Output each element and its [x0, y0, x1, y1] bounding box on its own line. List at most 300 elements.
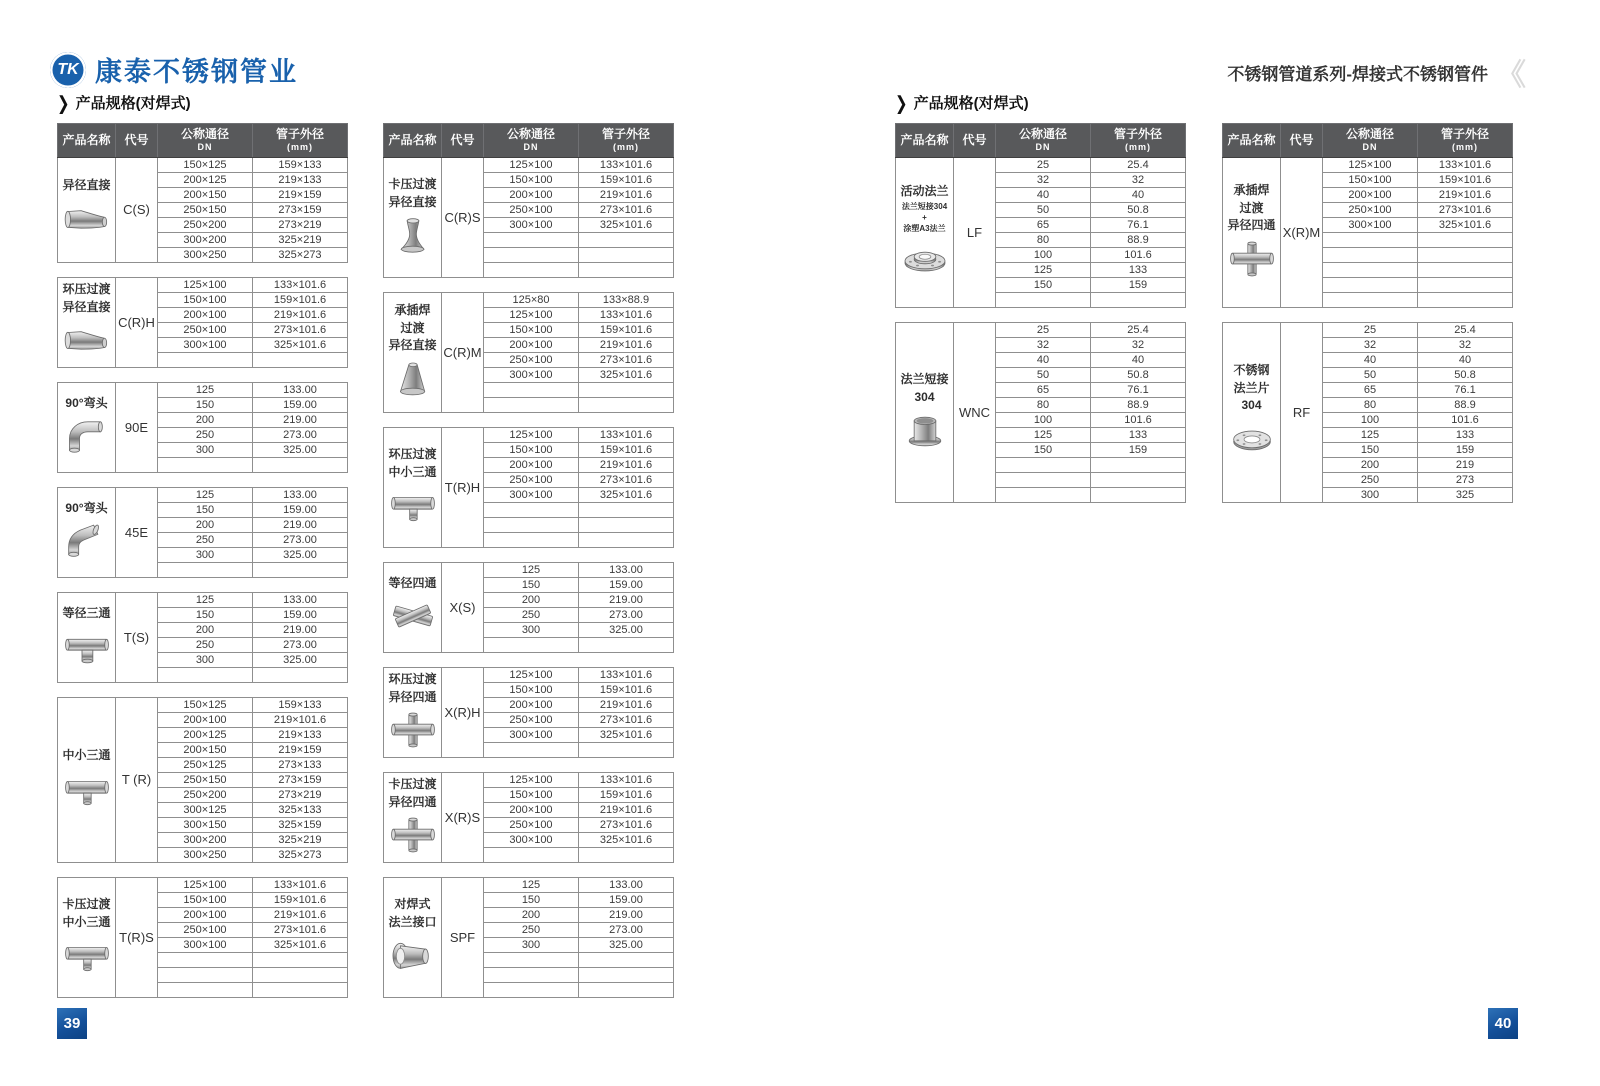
- od-value: 88.9: [1091, 233, 1186, 248]
- od-value: 133×101.6: [579, 668, 674, 683]
- product-name-cell: [896, 323, 954, 503]
- dn-value: 250×200: [158, 218, 253, 233]
- product-subtext: 法兰短接304 + 涂塑A3法兰: [901, 202, 948, 233]
- reducer-horizontal-icon: [59, 320, 114, 364]
- dn-value: 250×100: [484, 818, 579, 833]
- section-header-left: [57, 92, 191, 113]
- product-name: 承插焊 过渡 异径直接: [388, 303, 437, 353]
- dn-value: [484, 638, 579, 653]
- col-header-od: 管子外径 (mm): [1418, 124, 1513, 158]
- dn-value: 250×125: [158, 758, 253, 773]
- dn-value: [484, 953, 579, 968]
- dn-value: 125×100: [158, 278, 253, 293]
- dn-value: 100: [1323, 413, 1418, 428]
- table-header-row: [384, 124, 674, 158]
- od-value: 133: [1418, 428, 1513, 443]
- dn-value: 150×100: [484, 683, 579, 698]
- product-name-cell: [896, 158, 954, 308]
- od-value: 159: [1091, 443, 1186, 458]
- dn-value: 250×100: [484, 353, 579, 368]
- od-value: 219×101.6: [579, 698, 674, 713]
- product-name: 对焊式 法兰接口: [388, 897, 437, 929]
- od-value: 273: [1418, 473, 1513, 488]
- od-value: 76.1: [1418, 383, 1513, 398]
- od-value: 133.00: [579, 878, 674, 893]
- od-value: 133.00: [253, 488, 348, 503]
- product-name-cell: [58, 488, 116, 578]
- dn-value: [484, 518, 579, 533]
- dn-value: 125: [484, 563, 579, 578]
- dn-value: 200: [158, 518, 253, 533]
- dn-value: 150×100: [484, 323, 579, 338]
- spec-table-wnc: [895, 322, 1186, 503]
- od-value: 159: [1418, 443, 1513, 458]
- od-value: 273×133: [253, 758, 348, 773]
- od-value: [1418, 293, 1513, 308]
- od-value: 159×133: [253, 158, 348, 173]
- od-value: 273×101.6: [579, 818, 674, 833]
- cross-reducing-icon: [385, 710, 440, 754]
- spec-table-ts: [57, 592, 348, 683]
- product-name: 异径直接: [62, 178, 111, 193]
- product-name-cell: [384, 158, 442, 278]
- od-value: 159×101.6: [579, 683, 674, 698]
- spec-row: [384, 773, 674, 788]
- dn-value: [996, 488, 1091, 503]
- flange-adapter-icon: [385, 935, 440, 979]
- product-name: 中小三通: [62, 748, 111, 763]
- reducer-horizontal-icon: [59, 199, 114, 243]
- spec-table-rf: [1222, 322, 1513, 503]
- od-value: 133.00: [253, 383, 348, 398]
- od-value: 273.00: [579, 923, 674, 938]
- col-header-od: 管子外径 (mm): [253, 124, 348, 158]
- dn-value: 40: [996, 188, 1091, 203]
- od-value: [579, 233, 674, 248]
- od-value: 133×101.6: [579, 773, 674, 788]
- od-value: 325×273: [253, 848, 348, 863]
- dn-value: 150×100: [158, 893, 253, 908]
- product-code: T(R)S: [116, 878, 158, 998]
- product-name: 活动法兰: [900, 183, 949, 198]
- spec-row: [58, 878, 348, 893]
- dn-value: 150: [484, 893, 579, 908]
- spec-row: [58, 278, 348, 293]
- spec-column-4: [1222, 123, 1513, 503]
- product-code: WNC: [954, 323, 996, 503]
- od-value: 40: [1091, 188, 1186, 203]
- od-value: [253, 953, 348, 968]
- spec-row: [384, 563, 674, 578]
- dn-value: [1323, 278, 1418, 293]
- spec-column-1: [57, 123, 348, 998]
- dn-value: 250: [484, 608, 579, 623]
- od-value: 219.00: [579, 593, 674, 608]
- product-code: X(R)S: [442, 773, 484, 863]
- dn-value: 25: [1323, 323, 1418, 338]
- table-header-row: [58, 124, 348, 158]
- dn-value: 125×100: [158, 878, 253, 893]
- od-value: 273×101.6: [1418, 203, 1513, 218]
- spec-table-xrs: [383, 772, 674, 863]
- dn-value: 200×150: [158, 188, 253, 203]
- spec-table-crm: [383, 292, 674, 413]
- product-name-cell: [384, 668, 442, 758]
- spec-table-xrm: [1222, 123, 1513, 308]
- dn-value: [484, 398, 579, 413]
- dn-value: 250: [158, 428, 253, 443]
- dn-value: [158, 563, 253, 578]
- od-value: [253, 353, 348, 368]
- col-header-code: 代号: [954, 124, 996, 158]
- dn-value: 250: [158, 533, 253, 548]
- dn-value: 200×100: [484, 803, 579, 818]
- od-value: 273×101.6: [579, 353, 674, 368]
- product-name-cell: [1223, 158, 1281, 308]
- dn-value: 300×100: [1323, 218, 1418, 233]
- product-name: 环压过渡 中小三通: [388, 447, 437, 479]
- dn-value: 300: [484, 623, 579, 638]
- product-code: T (R): [116, 698, 158, 863]
- lap-flange-icon: [897, 238, 952, 282]
- dn-value: [484, 968, 579, 983]
- od-value: 219×101.6: [579, 458, 674, 473]
- product-code: T(S): [116, 593, 158, 683]
- spec-row: [1223, 323, 1513, 338]
- product-name: 环压过渡 异径直接: [62, 282, 111, 314]
- dn-value: 250×100: [158, 923, 253, 938]
- spec-column-3: [895, 123, 1186, 503]
- dn-value: 250×150: [158, 203, 253, 218]
- dn-value: 200×100: [484, 338, 579, 353]
- spec-row: [1223, 158, 1513, 173]
- od-value: 133: [1091, 263, 1186, 278]
- dn-value: [996, 293, 1091, 308]
- cross-reducing-icon: [385, 815, 440, 859]
- dn-value: 100: [996, 413, 1091, 428]
- od-value: 325.00: [253, 548, 348, 563]
- product-name-cell: [1223, 323, 1281, 503]
- col-header-product: 产品名称: [896, 124, 954, 158]
- dn-value: [158, 458, 253, 473]
- spec-row: [896, 323, 1186, 338]
- dn-value: 300×100: [484, 218, 579, 233]
- od-value: 219×101.6: [253, 308, 348, 323]
- dn-value: 300: [158, 653, 253, 668]
- logo-text: 康泰不锈钢管业: [95, 57, 298, 87]
- product-name-cell: [58, 278, 116, 368]
- od-value: 325×101.6: [579, 218, 674, 233]
- dn-value: 300×100: [484, 833, 579, 848]
- od-value: 219×159: [253, 743, 348, 758]
- od-value: 159×101.6: [253, 293, 348, 308]
- dn-value: [484, 503, 579, 518]
- dn-value: 125×80: [484, 293, 579, 308]
- od-value: [579, 263, 674, 278]
- od-value: 32: [1091, 338, 1186, 353]
- od-value: [579, 638, 674, 653]
- dn-value: 200×125: [158, 728, 253, 743]
- od-value: 219×101.6: [253, 908, 348, 923]
- dn-value: 32: [996, 338, 1091, 353]
- page-title: 不锈钢管道系列-焊接式不锈钢管件: [1227, 65, 1488, 84]
- dn-value: [484, 248, 579, 263]
- tee-reducing-icon: [59, 935, 114, 979]
- dn-value: [1323, 293, 1418, 308]
- product-name: 90°弯头: [65, 395, 108, 410]
- od-value: [253, 668, 348, 683]
- dn-value: [1323, 248, 1418, 263]
- spec-row: [384, 878, 674, 893]
- od-value: 325.00: [253, 443, 348, 458]
- dn-value: 250×100: [484, 473, 579, 488]
- col-header-code: 代号: [116, 124, 158, 158]
- dn-value: [484, 533, 579, 548]
- od-value: 159×101.6: [579, 443, 674, 458]
- od-value: 40: [1418, 353, 1513, 368]
- product-code: X(S): [442, 563, 484, 653]
- cross-icon: [385, 596, 440, 640]
- dn-value: 300: [158, 548, 253, 563]
- product-name-cell: [384, 293, 442, 413]
- dn-value: 250: [158, 638, 253, 653]
- od-value: 273×219: [253, 218, 348, 233]
- spec-row: [58, 698, 348, 713]
- dn-value: 200×150: [158, 743, 253, 758]
- col-header-dn: 公称通径 DN: [1323, 124, 1418, 158]
- od-value: [1418, 233, 1513, 248]
- od-value: 219: [1418, 458, 1513, 473]
- spec-column-2: [383, 123, 674, 998]
- dn-value: 250×100: [484, 203, 579, 218]
- product-name: 卡压过渡 异径直接: [388, 177, 437, 209]
- dn-value: 150×125: [158, 158, 253, 173]
- stub-end-icon: [897, 410, 952, 454]
- product-code: SPF: [442, 878, 484, 998]
- product-name-cell: [384, 428, 442, 548]
- brand-logo: [50, 50, 298, 89]
- od-value: 325.00: [253, 653, 348, 668]
- dn-value: 125×100: [1323, 158, 1418, 173]
- product-code: 90E: [116, 383, 158, 473]
- od-value: 273×159: [253, 773, 348, 788]
- spec-row: [896, 158, 1186, 173]
- od-value: [579, 533, 674, 548]
- spec-table-90e: [57, 382, 348, 473]
- spec-row: [58, 383, 348, 398]
- dn-value: 150: [484, 578, 579, 593]
- od-value: [1418, 248, 1513, 263]
- tee-reducing-icon: [385, 485, 440, 529]
- spec-row: [58, 158, 348, 173]
- dn-value: [484, 983, 579, 998]
- product-name: 法兰短接 304: [900, 372, 949, 404]
- dn-value: 25: [996, 158, 1091, 173]
- dn-value: 300: [1323, 488, 1418, 503]
- dn-value: 300×100: [158, 338, 253, 353]
- od-value: [253, 563, 348, 578]
- dn-value: 125×100: [484, 428, 579, 443]
- od-value: 273×159: [253, 203, 348, 218]
- dn-value: [484, 848, 579, 863]
- dn-value: 150: [996, 278, 1091, 293]
- product-code: RF: [1281, 323, 1323, 503]
- elbow-45-icon: [59, 521, 114, 565]
- od-value: [579, 503, 674, 518]
- dn-value: 50: [996, 203, 1091, 218]
- product-code: 45E: [116, 488, 158, 578]
- spec-row: [384, 668, 674, 683]
- dn-value: 150: [158, 398, 253, 413]
- od-value: 273.00: [253, 638, 348, 653]
- od-value: 76.1: [1091, 383, 1186, 398]
- od-value: 133×101.6: [1418, 158, 1513, 173]
- dn-value: 300: [158, 443, 253, 458]
- od-value: 101.6: [1418, 413, 1513, 428]
- od-value: 159×101.6: [253, 893, 348, 908]
- od-value: 40: [1091, 353, 1186, 368]
- product-code: T(R)H: [442, 428, 484, 548]
- product-code: C(R)S: [442, 158, 484, 278]
- od-value: 325×101.6: [253, 938, 348, 953]
- dn-value: 250×100: [158, 323, 253, 338]
- od-value: 219.00: [579, 908, 674, 923]
- reducer-vertical-icon: [385, 215, 440, 259]
- dn-value: 200: [158, 623, 253, 638]
- dn-value: 150×100: [484, 173, 579, 188]
- dn-value: [158, 953, 253, 968]
- col-header-dn: 公称通径 DN: [158, 124, 253, 158]
- od-value: 159×101.6: [579, 173, 674, 188]
- product-name-cell: [384, 773, 442, 863]
- product-code: LF: [954, 158, 996, 308]
- dn-value: 80: [996, 233, 1091, 248]
- section-arrow-icon: ❯: [57, 92, 70, 114]
- product-name: 卡压过渡 中小三通: [62, 897, 111, 929]
- od-value: 219×101.6: [579, 338, 674, 353]
- dn-value: [996, 473, 1091, 488]
- od-value: 273×219: [253, 788, 348, 803]
- od-value: 273×101.6: [579, 713, 674, 728]
- dn-value: 300×125: [158, 803, 253, 818]
- od-value: 159.00: [579, 893, 674, 908]
- od-value: 325.00: [579, 623, 674, 638]
- spec-table-crh: [57, 277, 348, 368]
- od-value: 133×101.6: [253, 878, 348, 893]
- od-value: 325×101.6: [1418, 218, 1513, 233]
- od-value: 88.9: [1418, 398, 1513, 413]
- od-value: [579, 983, 674, 998]
- od-value: 101.6: [1091, 248, 1186, 263]
- dn-value: 200×100: [158, 713, 253, 728]
- section-header-right: [895, 92, 1029, 113]
- od-value: [579, 968, 674, 983]
- section-arrow-icon: ❯: [895, 92, 908, 114]
- product-name: 90°弯头: [65, 500, 108, 515]
- product-name: 环压过渡 异径四通: [388, 672, 437, 704]
- dn-value: 300: [484, 938, 579, 953]
- od-value: 133.00: [253, 593, 348, 608]
- dn-value: 200: [484, 908, 579, 923]
- od-value: 50.8: [1418, 368, 1513, 383]
- dn-value: 250×100: [1323, 203, 1418, 218]
- od-value: 159×101.6: [579, 788, 674, 803]
- corner-chevron-icon: 《: [1496, 59, 1526, 92]
- od-value: 133.00: [579, 563, 674, 578]
- od-value: 76.1: [1091, 218, 1186, 233]
- od-value: 273.00: [253, 533, 348, 548]
- dn-value: 125: [996, 428, 1091, 443]
- dn-value: [158, 968, 253, 983]
- dn-value: 65: [996, 218, 1091, 233]
- od-value: 325×133: [253, 803, 348, 818]
- od-value: 101.6: [1091, 413, 1186, 428]
- od-value: [579, 518, 674, 533]
- od-value: 325×101.6: [579, 728, 674, 743]
- spec-row: [58, 488, 348, 503]
- col-header-dn: 公称通径 DN: [996, 124, 1091, 158]
- dn-value: [996, 458, 1091, 473]
- dn-value: [484, 263, 579, 278]
- dn-value: 150: [158, 608, 253, 623]
- dn-value: 250: [484, 923, 579, 938]
- od-value: 219×133: [253, 173, 348, 188]
- page-number-right: 40: [1488, 1008, 1518, 1039]
- od-value: 219.00: [253, 623, 348, 638]
- dn-value: [158, 983, 253, 998]
- dn-value: 32: [996, 173, 1091, 188]
- product-name-cell: [384, 878, 442, 998]
- od-value: 273.00: [579, 608, 674, 623]
- spec-row: [58, 593, 348, 608]
- col-header-product: 产品名称: [58, 124, 116, 158]
- dn-value: 200×100: [158, 908, 253, 923]
- od-value: 219×101.6: [253, 713, 348, 728]
- tee-icon: [59, 626, 114, 670]
- dn-value: 200: [158, 413, 253, 428]
- od-value: 25.4: [1091, 323, 1186, 338]
- spec-table-tr: [57, 697, 348, 863]
- dn-value: [1323, 263, 1418, 278]
- dn-value: 150×100: [484, 788, 579, 803]
- od-value: 159.00: [579, 578, 674, 593]
- dn-value: 300×250: [158, 848, 253, 863]
- od-value: 273×101.6: [253, 923, 348, 938]
- od-value: [1091, 293, 1186, 308]
- dn-value: 300×250: [158, 248, 253, 263]
- od-value: 325×101.6: [579, 488, 674, 503]
- dn-value: 125: [158, 383, 253, 398]
- dn-value: 150: [996, 443, 1091, 458]
- dn-value: 200×100: [484, 188, 579, 203]
- od-value: [253, 458, 348, 473]
- od-value: 219.00: [253, 413, 348, 428]
- product-code: X(R)M: [1281, 158, 1323, 308]
- od-value: 133: [1091, 428, 1186, 443]
- od-value: 219×101.6: [1418, 188, 1513, 203]
- tee-reducing-icon: [59, 769, 114, 813]
- od-value: 159.00: [253, 608, 348, 623]
- dn-value: 250×150: [158, 773, 253, 788]
- od-value: [1091, 458, 1186, 473]
- spec-table-xrh: [383, 667, 674, 758]
- dn-value: 65: [1323, 383, 1418, 398]
- spec-table-crs: [383, 123, 674, 278]
- reducer-cone-icon: [385, 359, 440, 403]
- dn-value: 150×100: [158, 293, 253, 308]
- od-value: 325×101.6: [579, 833, 674, 848]
- dn-value: 100: [996, 248, 1091, 263]
